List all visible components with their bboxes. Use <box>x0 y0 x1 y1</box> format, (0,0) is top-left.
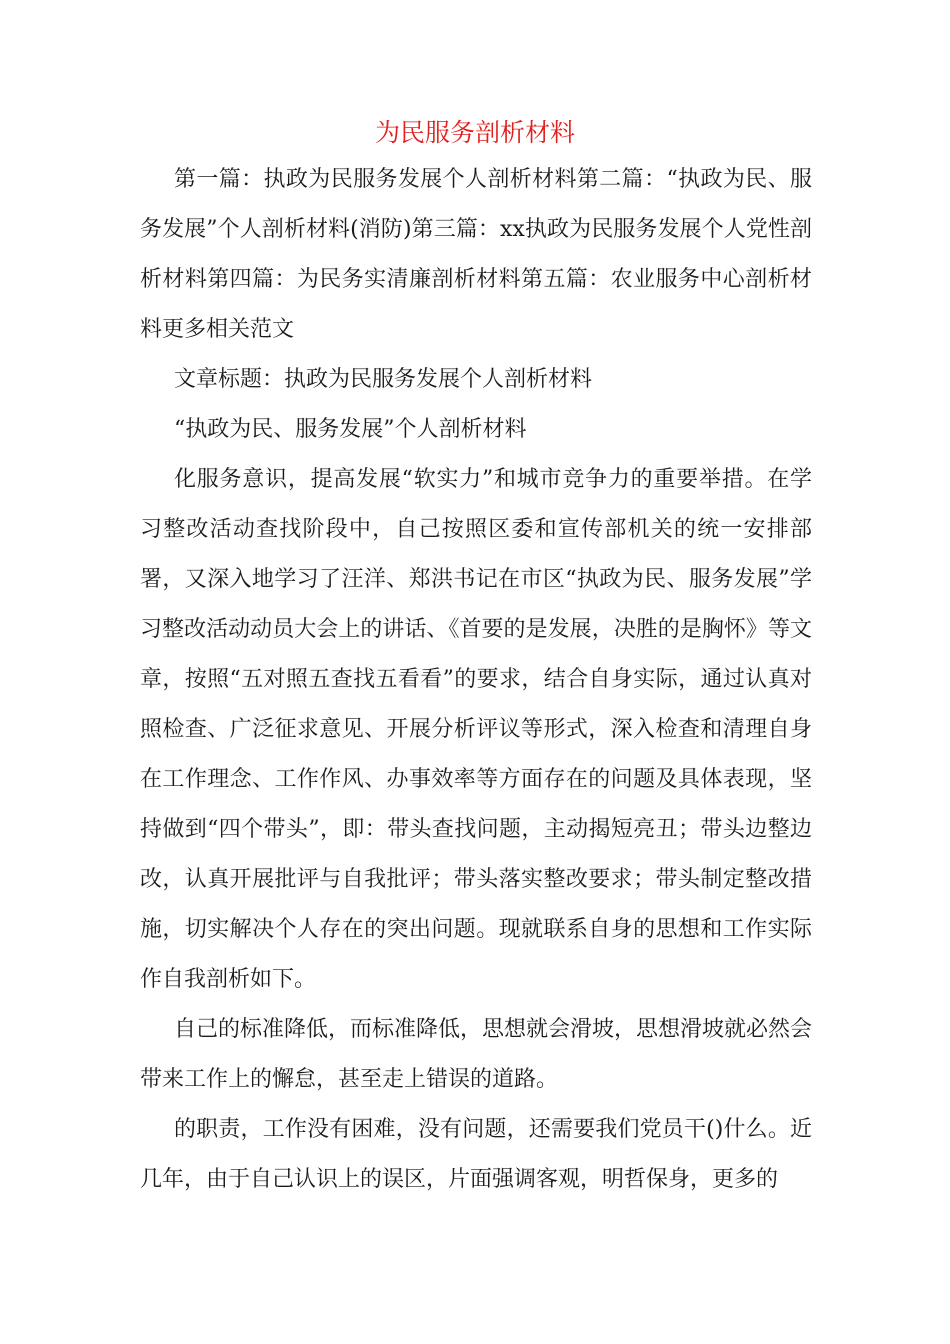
document-title: 为民服务剖析材料 <box>374 118 575 147</box>
document-body <box>140 155 812 1205</box>
paragraph-2: 文章标题：执政为民服务发展个人剖析材料 <box>174 367 593 392</box>
paragraph-6: 的职责，工作没有困难，没有问题，还需要我们党员干()什么。近几年，由于自己认识上的误区，片面强调客观，明哲保身，更多的 <box>140 1117 812 1192</box>
paragraph-5: 自己的标准降低，而标准降低，思想就会滑坡，思想滑坡就必然会带来工作上的懈怠，甚至走上错误的道路。 <box>140 1017 813 1092</box>
paragraph-1: 第一篇：执政为民服务发展个人剖析材料第二篇：“执政为民、服务发展”个人剖析材料(消防)第三篇：xx执政为民服务发展个人党性剖析材料第四篇：为民务实清廉剖析材料第五篇：农业服务中心剖析材料更多相关范文 <box>140 167 812 342</box>
paragraph-3: “执政为民、服务发展”个人剖析材料 <box>174 417 527 442</box>
paragraph-4: 化服务意识，提高发展“软实力”和城市竞争力的重要举措。在学习整改活动查找阶段中，自己按照区委和宣传部机关的统一安排部署，又深入地学习了汪洋、郑洪书记在市区“执政为民、服务发展”学习整改活动动员大会上的讲话、《首要的是发展，决胜的是胸怀》等文章，按照“五对照五查找五看看”的要求，结合自身实际，通过认真对照检查、广泛征求意见、开展分析评议等形式，深入检查和清理自身在工作理念、工作作风、办事效率等方面存在的问题及具体表现，坚持做到“四个带头”，即：带头查找问题，主动揭短亮丑；带头边整边改，认真开展批评与自我批评；带头落实整改要求；带头制定整改措施，切实解决个人存在的突出问题。现就联系自身的思想和工作实际作自我剖析如下。 <box>140 467 812 992</box>
